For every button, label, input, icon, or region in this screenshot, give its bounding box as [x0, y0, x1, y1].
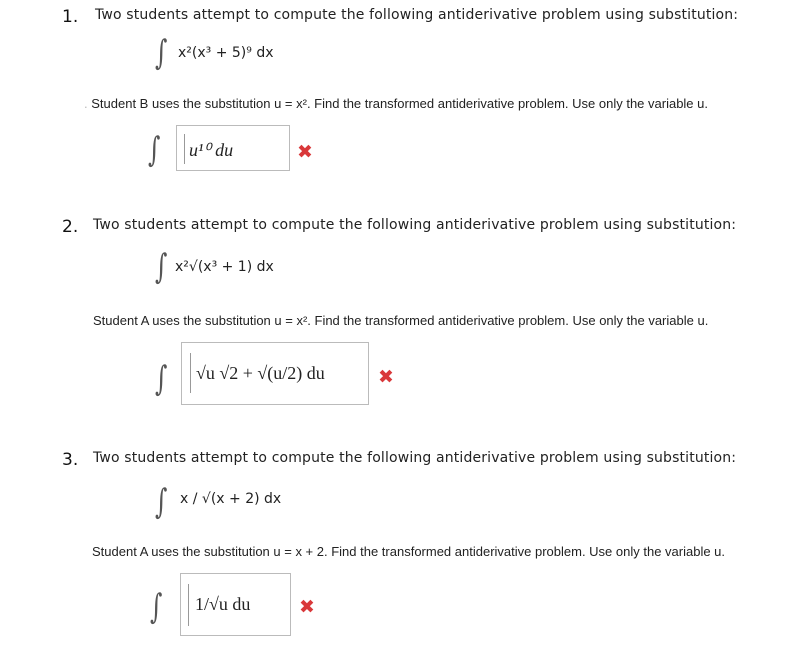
problem-3-integrand: x / √(x + 2) dx: [180, 491, 282, 507]
answer-3-expression: 1/√u du: [195, 594, 251, 614]
problem-1-number: 1.: [62, 7, 79, 27]
answer-2-expression: √u √2 + √(u/2) du: [196, 363, 325, 383]
problem-1-question: Two students attempt to compute the following antiderivative problem using substitution:: [95, 7, 739, 23]
answer-1-expression: u¹⁰ du: [189, 140, 234, 160]
problem-2-integrand: x²√(x³ + 1) dx: [175, 259, 274, 275]
answer-1-integral-sign-icon: ∫: [148, 130, 161, 170]
problem-1-integrand: x²(x³ + 5)⁹ dx: [178, 45, 274, 61]
problem-2-question: Two students attempt to compute the following antiderivative problem using substitution:: [93, 217, 737, 233]
problem-3-question: Two students attempt to compute the following antiderivative problem using substitution:: [93, 450, 737, 466]
integral-sign-icon: ∫: [155, 247, 168, 287]
answer-2-box[interactable]: [181, 342, 369, 405]
answer-2-integral-sign-icon: ∫: [155, 359, 168, 399]
answer-1-box[interactable]: [176, 125, 290, 171]
problem-3-number: 3.: [62, 450, 79, 470]
integral-sign-icon: ∫: [155, 482, 168, 522]
problem-2-number: 2.: [62, 217, 79, 237]
incorrect-x-icon: ✖: [299, 596, 315, 618]
incorrect-x-icon: ✖: [378, 366, 394, 388]
problem-2-student-text: Student A uses the substitution u = x². Find the transformed antiderivative problem. Use only the variable u.: [93, 313, 709, 328]
answer-3-integral-sign-icon: ∫: [150, 587, 163, 627]
integral-sign-icon: ∫: [155, 33, 168, 73]
problem-1-student-text: . Student B uses the substitution u = x². Find the transformed antiderivative problem. Use only the variable u.: [84, 96, 708, 111]
problem-3-student-text: Student A uses the substitution u = x + 2. Find the transformed antiderivative problem. Use only the variable u.: [92, 544, 726, 559]
incorrect-x-icon: ✖: [297, 141, 313, 163]
answer-3-box[interactable]: [180, 573, 291, 636]
